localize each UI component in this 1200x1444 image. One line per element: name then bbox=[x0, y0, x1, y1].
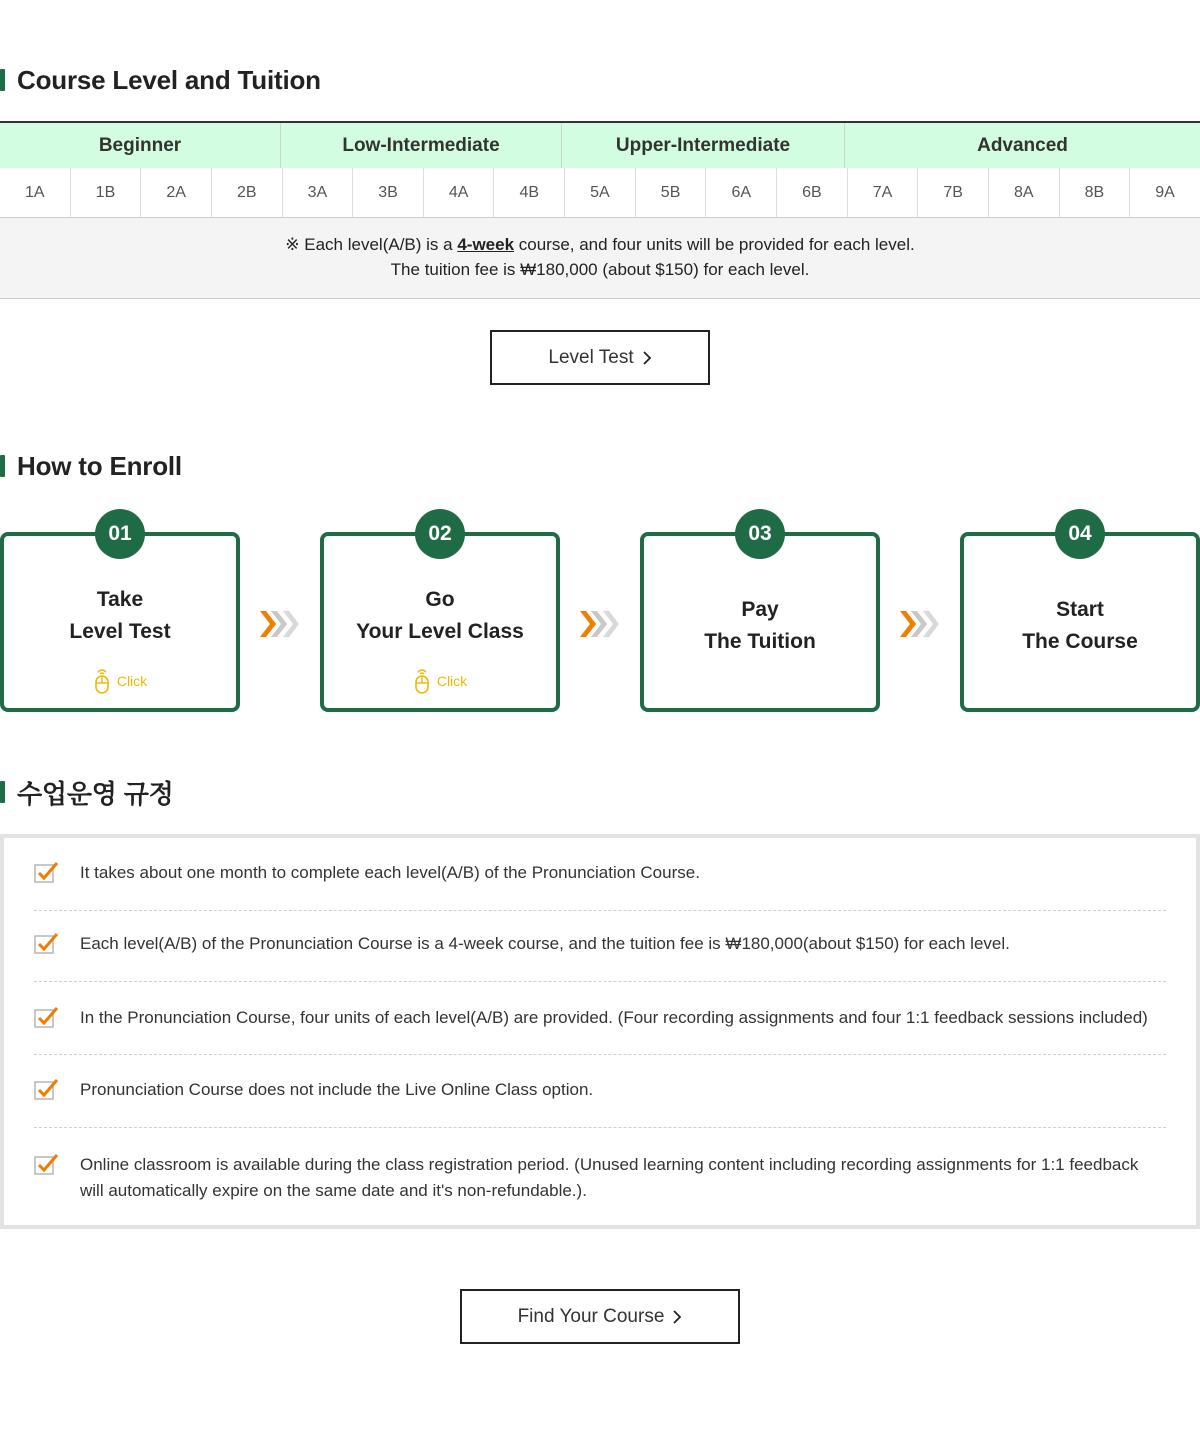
level-cell: 9A bbox=[1129, 168, 1200, 217]
step-arrow-icon bbox=[579, 609, 621, 639]
chevron-right-icon bbox=[672, 1309, 682, 1325]
level-table bbox=[0, 121, 1200, 218]
step-label-line1: Pay bbox=[741, 598, 779, 621]
level-cell: 6A bbox=[705, 168, 776, 217]
enroll-title: How to Enroll bbox=[17, 450, 182, 481]
level-row bbox=[0, 168, 1200, 218]
level-test-button[interactable] bbox=[490, 330, 710, 385]
dashed-divider bbox=[34, 910, 1166, 911]
list-item bbox=[34, 1152, 1166, 1204]
step-start-course bbox=[960, 522, 1200, 712]
step-label-line1: Start bbox=[1056, 598, 1104, 621]
level-cell: 7B bbox=[917, 168, 988, 217]
level-cell: 3B bbox=[352, 168, 423, 217]
mouse-click-icon bbox=[93, 668, 113, 694]
list-item bbox=[34, 860, 1166, 886]
level-cell: 5B bbox=[635, 168, 706, 217]
find-your-course-button[interactable] bbox=[460, 1289, 740, 1344]
step-label-line2: Level Test bbox=[69, 620, 171, 643]
rules-box bbox=[0, 834, 1200, 1229]
rule-text: Each level(A/B) of the Pronunciation Course is a 4-week course, and the tuition fee is ₩180,000(about $150) for each level. bbox=[80, 934, 1010, 953]
level-cell: 4A bbox=[423, 168, 494, 217]
enroll-heading bbox=[0, 451, 182, 481]
step-label-line1: Take bbox=[96, 588, 144, 611]
level-test-label: Level Test bbox=[548, 346, 634, 368]
notice-highlight: 4-week bbox=[457, 235, 515, 254]
rules-title: 수업운영 규정 bbox=[17, 778, 174, 809]
list-item bbox=[34, 931, 1166, 957]
heading-accent-bar bbox=[0, 781, 5, 803]
step-number: 01 bbox=[95, 509, 145, 559]
tuition-notice bbox=[0, 218, 1200, 299]
step-number: 04 bbox=[1055, 509, 1105, 559]
rule-text: Online classroom is available during the class registration period. (Unused learning content including recording assignments for 1:1 feedback will automatically expire on the same date and it's non-refundable.). bbox=[80, 1155, 1139, 1200]
dashed-divider bbox=[34, 1127, 1166, 1128]
level-cell: 5A bbox=[564, 168, 635, 217]
heading-accent-bar bbox=[0, 69, 5, 91]
level-cell: 8A bbox=[988, 168, 1059, 217]
step-label-line2: The Course bbox=[1022, 630, 1138, 653]
notice-prefix: ※ Each level(A/B) is a bbox=[285, 235, 458, 254]
step-go-your-level-class[interactable] bbox=[320, 522, 560, 712]
level-cell: 3A bbox=[282, 168, 353, 217]
checkbox-checked-icon bbox=[34, 1005, 60, 1029]
step-label-line1: Go bbox=[425, 588, 455, 611]
course-level-heading bbox=[0, 65, 321, 95]
group-upper-intermediate: Upper-Intermediate bbox=[561, 123, 844, 168]
rule-text: Pronunciation Course does not include the Live Online Class option. bbox=[80, 1080, 594, 1099]
step-label bbox=[964, 594, 1196, 658]
checkbox-checked-icon bbox=[34, 1077, 60, 1101]
step-arrow-icon bbox=[259, 609, 301, 639]
checkbox-checked-icon bbox=[34, 860, 60, 884]
step-number: 03 bbox=[735, 509, 785, 559]
step-number: 02 bbox=[415, 509, 465, 559]
checkbox-checked-icon bbox=[34, 1152, 60, 1176]
step-label bbox=[644, 594, 876, 658]
rule-text: In the Pronunciation Course, four units of each level(A/B) are provided. (Four recording assignments and four 1:1 feedback sessions included) bbox=[80, 1008, 1148, 1027]
step-arrow-icon bbox=[899, 609, 941, 639]
dashed-divider bbox=[34, 981, 1166, 982]
step-label-line2: Your Level Class bbox=[356, 620, 524, 643]
heading-accent-bar bbox=[0, 455, 5, 477]
level-cell: 6B bbox=[776, 168, 847, 217]
notice-line-1 bbox=[0, 232, 1200, 257]
group-low-intermediate: Low-Intermediate bbox=[280, 123, 561, 168]
group-advanced: Advanced bbox=[844, 123, 1200, 168]
step-take-level-test[interactable] bbox=[0, 522, 240, 712]
level-cell: 2B bbox=[211, 168, 282, 217]
notice-suffix: course, and four units will be provided for each level. bbox=[514, 235, 915, 254]
level-cell: 1B bbox=[70, 168, 141, 217]
step-label-line2: The Tuition bbox=[704, 630, 816, 653]
rule-text: It takes about one month to complete each level(A/B) of the Pronunciation Course. bbox=[80, 863, 700, 882]
notice-line-2: The tuition fee is ₩180,000 (about $150) for each level. bbox=[390, 260, 810, 279]
level-cell: 7A bbox=[847, 168, 918, 217]
chevron-right-icon bbox=[642, 350, 652, 366]
step-pay-tuition bbox=[640, 522, 880, 712]
find-your-course-label: Find Your Course bbox=[517, 1305, 665, 1327]
list-item bbox=[34, 1005, 1166, 1031]
click-label: Click bbox=[116, 673, 148, 689]
level-cell: 4B bbox=[493, 168, 564, 217]
checkbox-checked-icon bbox=[34, 931, 60, 955]
step-click-link[interactable] bbox=[4, 668, 236, 694]
rules-heading bbox=[0, 777, 174, 807]
click-label: Click bbox=[436, 673, 468, 689]
level-group-header bbox=[0, 123, 1200, 168]
step-label bbox=[324, 584, 556, 648]
group-beginner: Beginner bbox=[98, 134, 182, 156]
step-label bbox=[4, 584, 236, 648]
level-cell: 2A bbox=[140, 168, 211, 217]
level-cell: 1A bbox=[25, 183, 45, 201]
mouse-click-icon bbox=[413, 668, 433, 694]
step-click-link[interactable] bbox=[324, 668, 556, 694]
list-item bbox=[34, 1077, 1166, 1103]
level-cell: 8B bbox=[1059, 168, 1130, 217]
dashed-divider bbox=[34, 1054, 1166, 1055]
course-level-title: Course Level and Tuition bbox=[17, 64, 321, 95]
